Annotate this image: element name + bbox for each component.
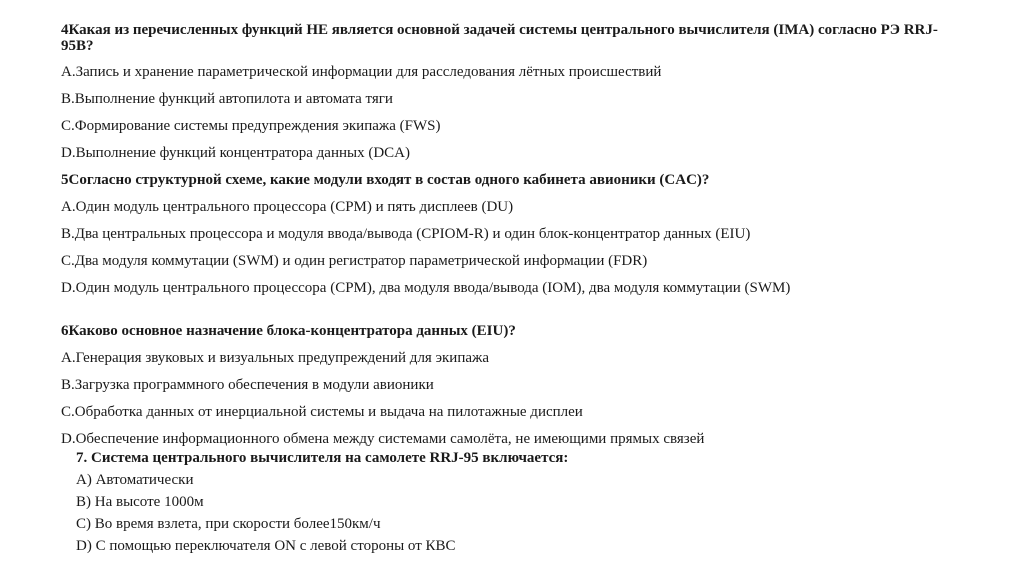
question-7-answer-c: C) Во время взлета, при скорости более150км/ч	[76, 516, 381, 532]
question-4-answer-d: D.Выполнение функций концентратора данных (DCA)	[61, 145, 410, 161]
question-5-answer-c: C.Два модуля коммутации (SWM) и один регистратор параметрической информации (FDR)	[61, 253, 648, 269]
question-5-text: 5Согласно структурной схеме, какие модули входят в состав одного кабинета авионики (CAC)?	[61, 172, 710, 188]
question-6-answer-b: B.Загрузка программного обеспечения в модули авионики	[61, 377, 434, 393]
question-7-answer-a: A) Автоматически	[76, 472, 194, 488]
question-4-text: 4Какая из перечисленных функций НЕ является основной задачей системы центрального вычислителя (IMA) согласно РЭ RRJ-95B?	[61, 22, 938, 54]
question-7-answer-b: B) На высоте 1000м	[76, 494, 204, 510]
question-6-answer-a: A.Генерация звуковых и визуальных предупреждений для экипажа	[61, 350, 490, 366]
question-5-answer-d: D.Один модуль центрального процессора (CPM), два модуля ввода/вывода (IOM), два модуля коммутации (SWM)	[61, 280, 791, 296]
question-7-text: 7. Система центрального вычислителя на самолете RRJ-95 включается:	[76, 450, 569, 466]
question-4-answer-b: B.Выполнение функций автопилота и автомата тяги	[61, 91, 393, 107]
question-7-answer-d: D) С помощью переключателя ON с левой стороны от КВС	[76, 538, 456, 554]
question-5-answer-a: A.Один модуль центрального процессора (CPM) и пять дисплеев (DU)	[61, 199, 514, 215]
question-5-answer-b: B.Два центральных процессора и модуля ввода/вывода (CPIOM-R) и один блок-концентратор данных (EIU)	[61, 226, 751, 242]
question-6-answer-d: D.Обеспечение информационного обмена между системами самолёта, не имеющими прямых связей	[61, 431, 705, 447]
question-4-answer-c: C.Формирование системы предупреждения экипажа (FWS)	[61, 118, 441, 134]
question-4-answer-a: A.Запись и хранение параметрической информации для расследования лётных происшествий	[61, 64, 662, 80]
question-6-text: 6Каково основное назначение блока-концентратора данных (EIU)?	[61, 323, 516, 339]
question-6-answer-c: C.Обработка данных от инерциальной системы и выдача на пилотажные дисплеи	[61, 404, 583, 420]
